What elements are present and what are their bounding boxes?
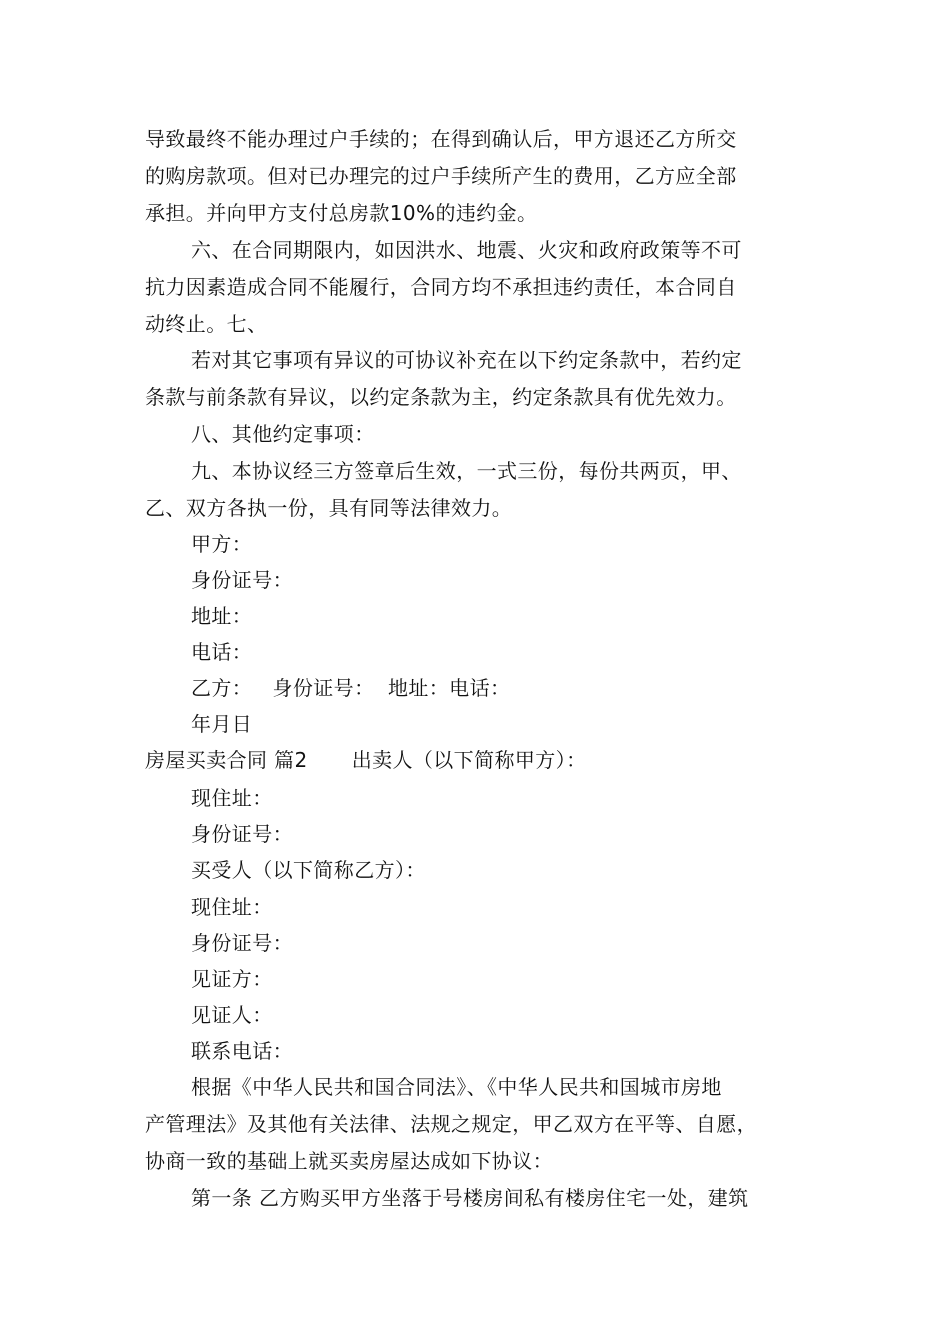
- field-id-number: 身份证号：: [191, 822, 293, 846]
- text-line: 协商一致的基础上就买卖房屋达成如下协议：: [145, 1149, 553, 1173]
- field-current-address: 现住址：: [191, 786, 273, 810]
- field-date: 年月日: [191, 712, 253, 736]
- field-contact-phone: 联系电话：: [191, 1039, 293, 1063]
- field-current-address: 现住址：: [191, 895, 273, 919]
- field-party-b-line: 乙方： 身份证号： 地址：电话：: [191, 676, 511, 700]
- text-line: 条款与前条款有异议，以约定条款为主，约定条款具有优先效力。: [145, 385, 737, 409]
- field-id-number: 身份证号：: [191, 931, 293, 955]
- seller-label: 出卖人（以下简称甲方）：: [351, 748, 587, 772]
- text-line: 抗力因素造成合同不能履行，合同方均不承担违约责任，本合同自: [145, 275, 737, 299]
- field-phone: 电话：: [191, 640, 253, 664]
- text-line: 导致最终不能办理过户手续的；在得到确认后，甲方退还乙方所交: [145, 127, 737, 151]
- field-witness-party: 见证方：: [191, 967, 273, 991]
- text-line: 六、在合同期限内，如因洪水、地震、火灾和政府政策等不可: [191, 238, 742, 262]
- paragraph-force-majeure: [145, 232, 825, 343]
- text-line: 八、其他约定事项：: [191, 422, 375, 446]
- field-witness-person: 见证人：: [191, 1003, 273, 1027]
- paragraph-supplement: [145, 342, 825, 416]
- field-id-number: 身份证号：: [191, 568, 293, 592]
- text-line: 乙、双方各执一份，具有同等法律效力。: [145, 496, 513, 520]
- paragraph-penalty: [145, 121, 825, 232]
- text-line: 若对其它事项有异议的可协议补充在以下约定条款中，若约定: [191, 348, 742, 372]
- field-address: 地址：: [191, 604, 253, 628]
- text-line: 第一条 乙方购买甲方坐落于号楼房间私有楼房住宅一处，建筑: [191, 1186, 749, 1210]
- text-line: 承担。并向甲方支付总房款10%的违约金。: [145, 201, 538, 225]
- paragraph-article-one: [145, 1180, 825, 1217]
- text-line: 的购房款项。但对已办理完的过户手续所产生的费用，乙方应全部: [145, 164, 737, 188]
- section-heading: [145, 742, 587, 779]
- text-line: 产管理法》及其他有关法律、法规之规定，甲乙双方在平等、自愿，: [145, 1112, 757, 1136]
- text-line: 根据《中华人民共和国合同法》、《中华人民共和国城市房地: [191, 1075, 722, 1099]
- paragraph-legal-basis: [145, 1069, 825, 1180]
- text-line: 九、本协议经三方签章后生效，一式三份，每份共两页，甲、: [191, 459, 742, 483]
- text-line: 动终止。七、: [145, 312, 268, 336]
- contract-title: 房屋买卖合同 篇2: [145, 748, 308, 772]
- paragraph-other-terms: [145, 416, 825, 453]
- field-party-a: 甲方：: [191, 532, 253, 556]
- field-buyer: 买受人（以下简称乙方）：: [191, 858, 426, 882]
- paragraph-effect: [145, 453, 825, 527]
